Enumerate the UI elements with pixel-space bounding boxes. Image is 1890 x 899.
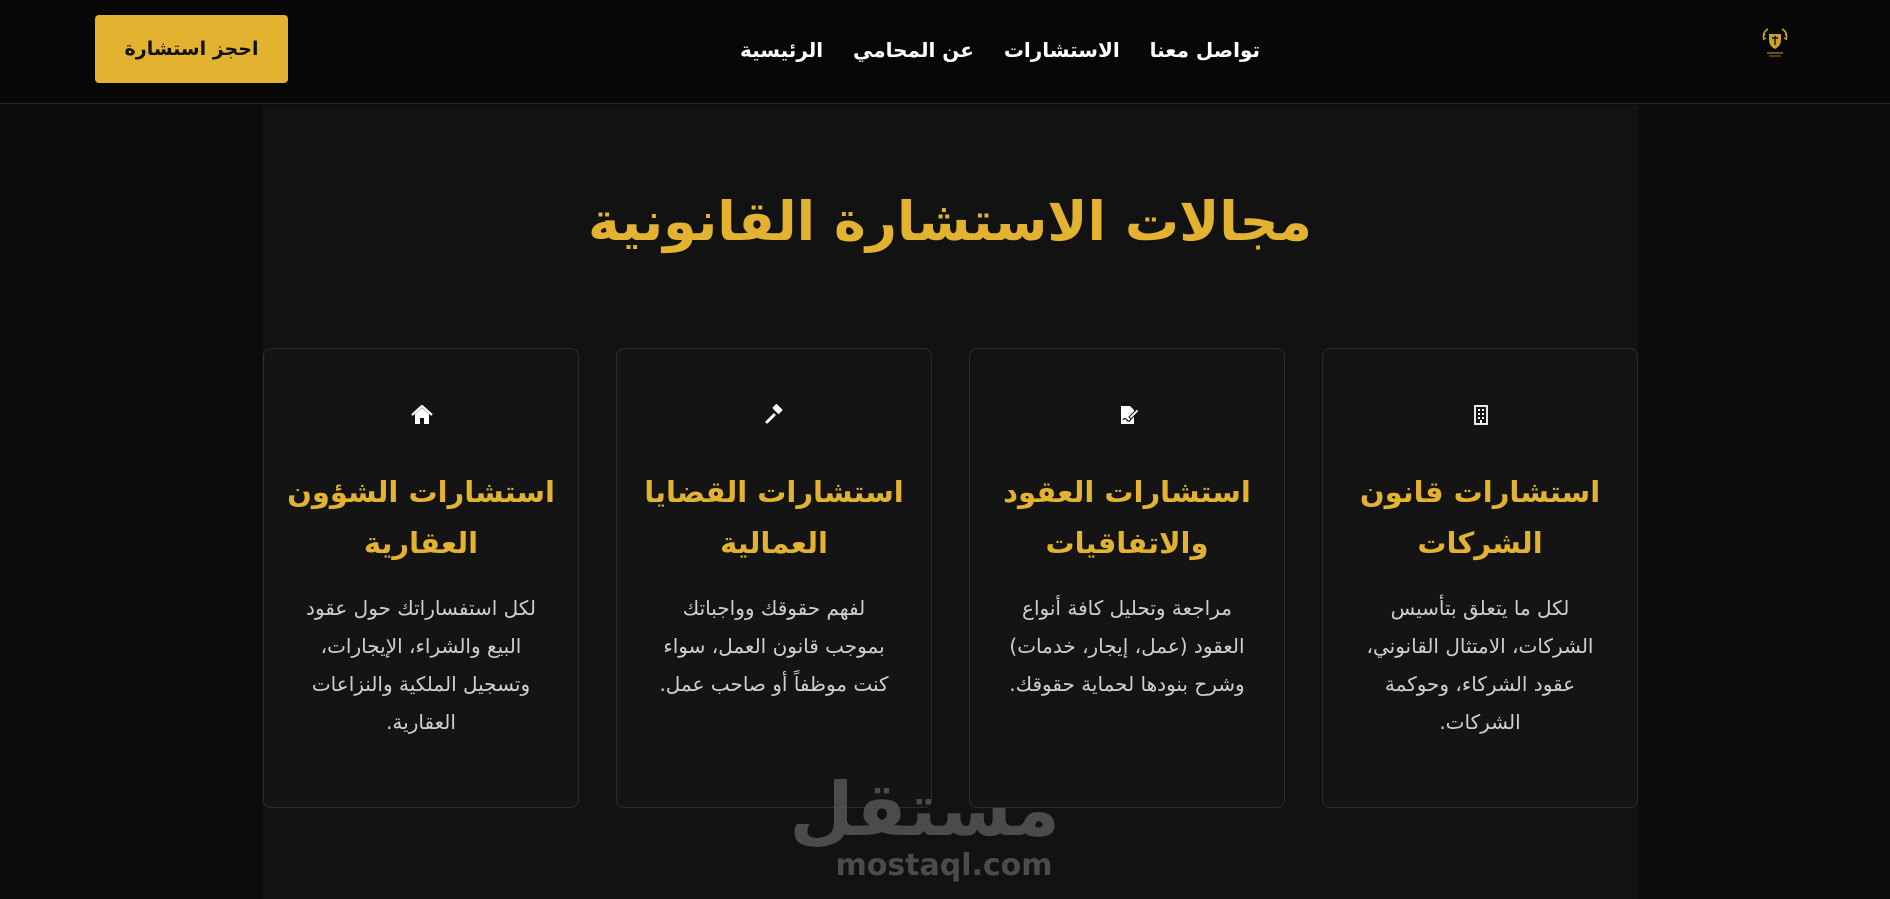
card-contracts[interactable] (969, 348, 1285, 808)
section-title: مجالات الاستشارة القانونية (588, 190, 1312, 253)
watermark-latin: mostaql.com (835, 848, 1053, 883)
top-navbar (0, 0, 1890, 104)
card-title: استشارات الشؤون العقارية (287, 475, 555, 560)
nav-link-contact[interactable]: تواصل معنا (1149, 38, 1260, 62)
card-description: لفهم حقوقك وواجباتك بموجب قانون العمل، سواء كنت موظفاً أو صاحب عمل. (659, 596, 889, 696)
card-title: استشارات العقود والاتفاقيات (1003, 475, 1251, 560)
card-corporate-law[interactable] (1322, 348, 1638, 808)
gavel-icon (764, 404, 786, 426)
main-nav (740, 30, 1260, 70)
nav-link-consultations[interactable]: الاستشارات (1003, 38, 1120, 62)
card-description: مراجعة وتحليل كافة أنواع العقود (عمل، إيجار، خدمات) وشرح بنودها لحماية حقوقك. (1009, 596, 1245, 696)
nav-link-home[interactable]: الرئيسية (740, 38, 824, 62)
card-description: لكل استفساراتك حول عقود البيع والشراء، الإيجارات، وتسجيل الملكية والنزاعات العقارية. (306, 596, 536, 734)
card-title: استشارات قانون الشركات (1359, 475, 1601, 560)
card-title: استشارات القضايا العمالية (644, 475, 904, 560)
home-icon (411, 404, 433, 426)
scales-crest-icon[interactable] (1760, 26, 1790, 60)
book-consultation-button[interactable]: احجز استشارة (95, 15, 288, 83)
card-description: لكل ما يتعلق بتأسيس الشركات، الامتثال القانوني، عقود الشركاء، وحوكمة الشركات. (1366, 596, 1594, 734)
nav-link-about[interactable]: عن المحامي (853, 38, 974, 62)
mostaql-watermark (789, 767, 1060, 883)
document-sign-icon (1117, 404, 1139, 426)
building-icon (1470, 404, 1492, 426)
card-labor-cases[interactable] (616, 348, 932, 808)
watermark-arabic: مستقل (789, 767, 1060, 853)
card-real-estate[interactable] (263, 348, 579, 808)
